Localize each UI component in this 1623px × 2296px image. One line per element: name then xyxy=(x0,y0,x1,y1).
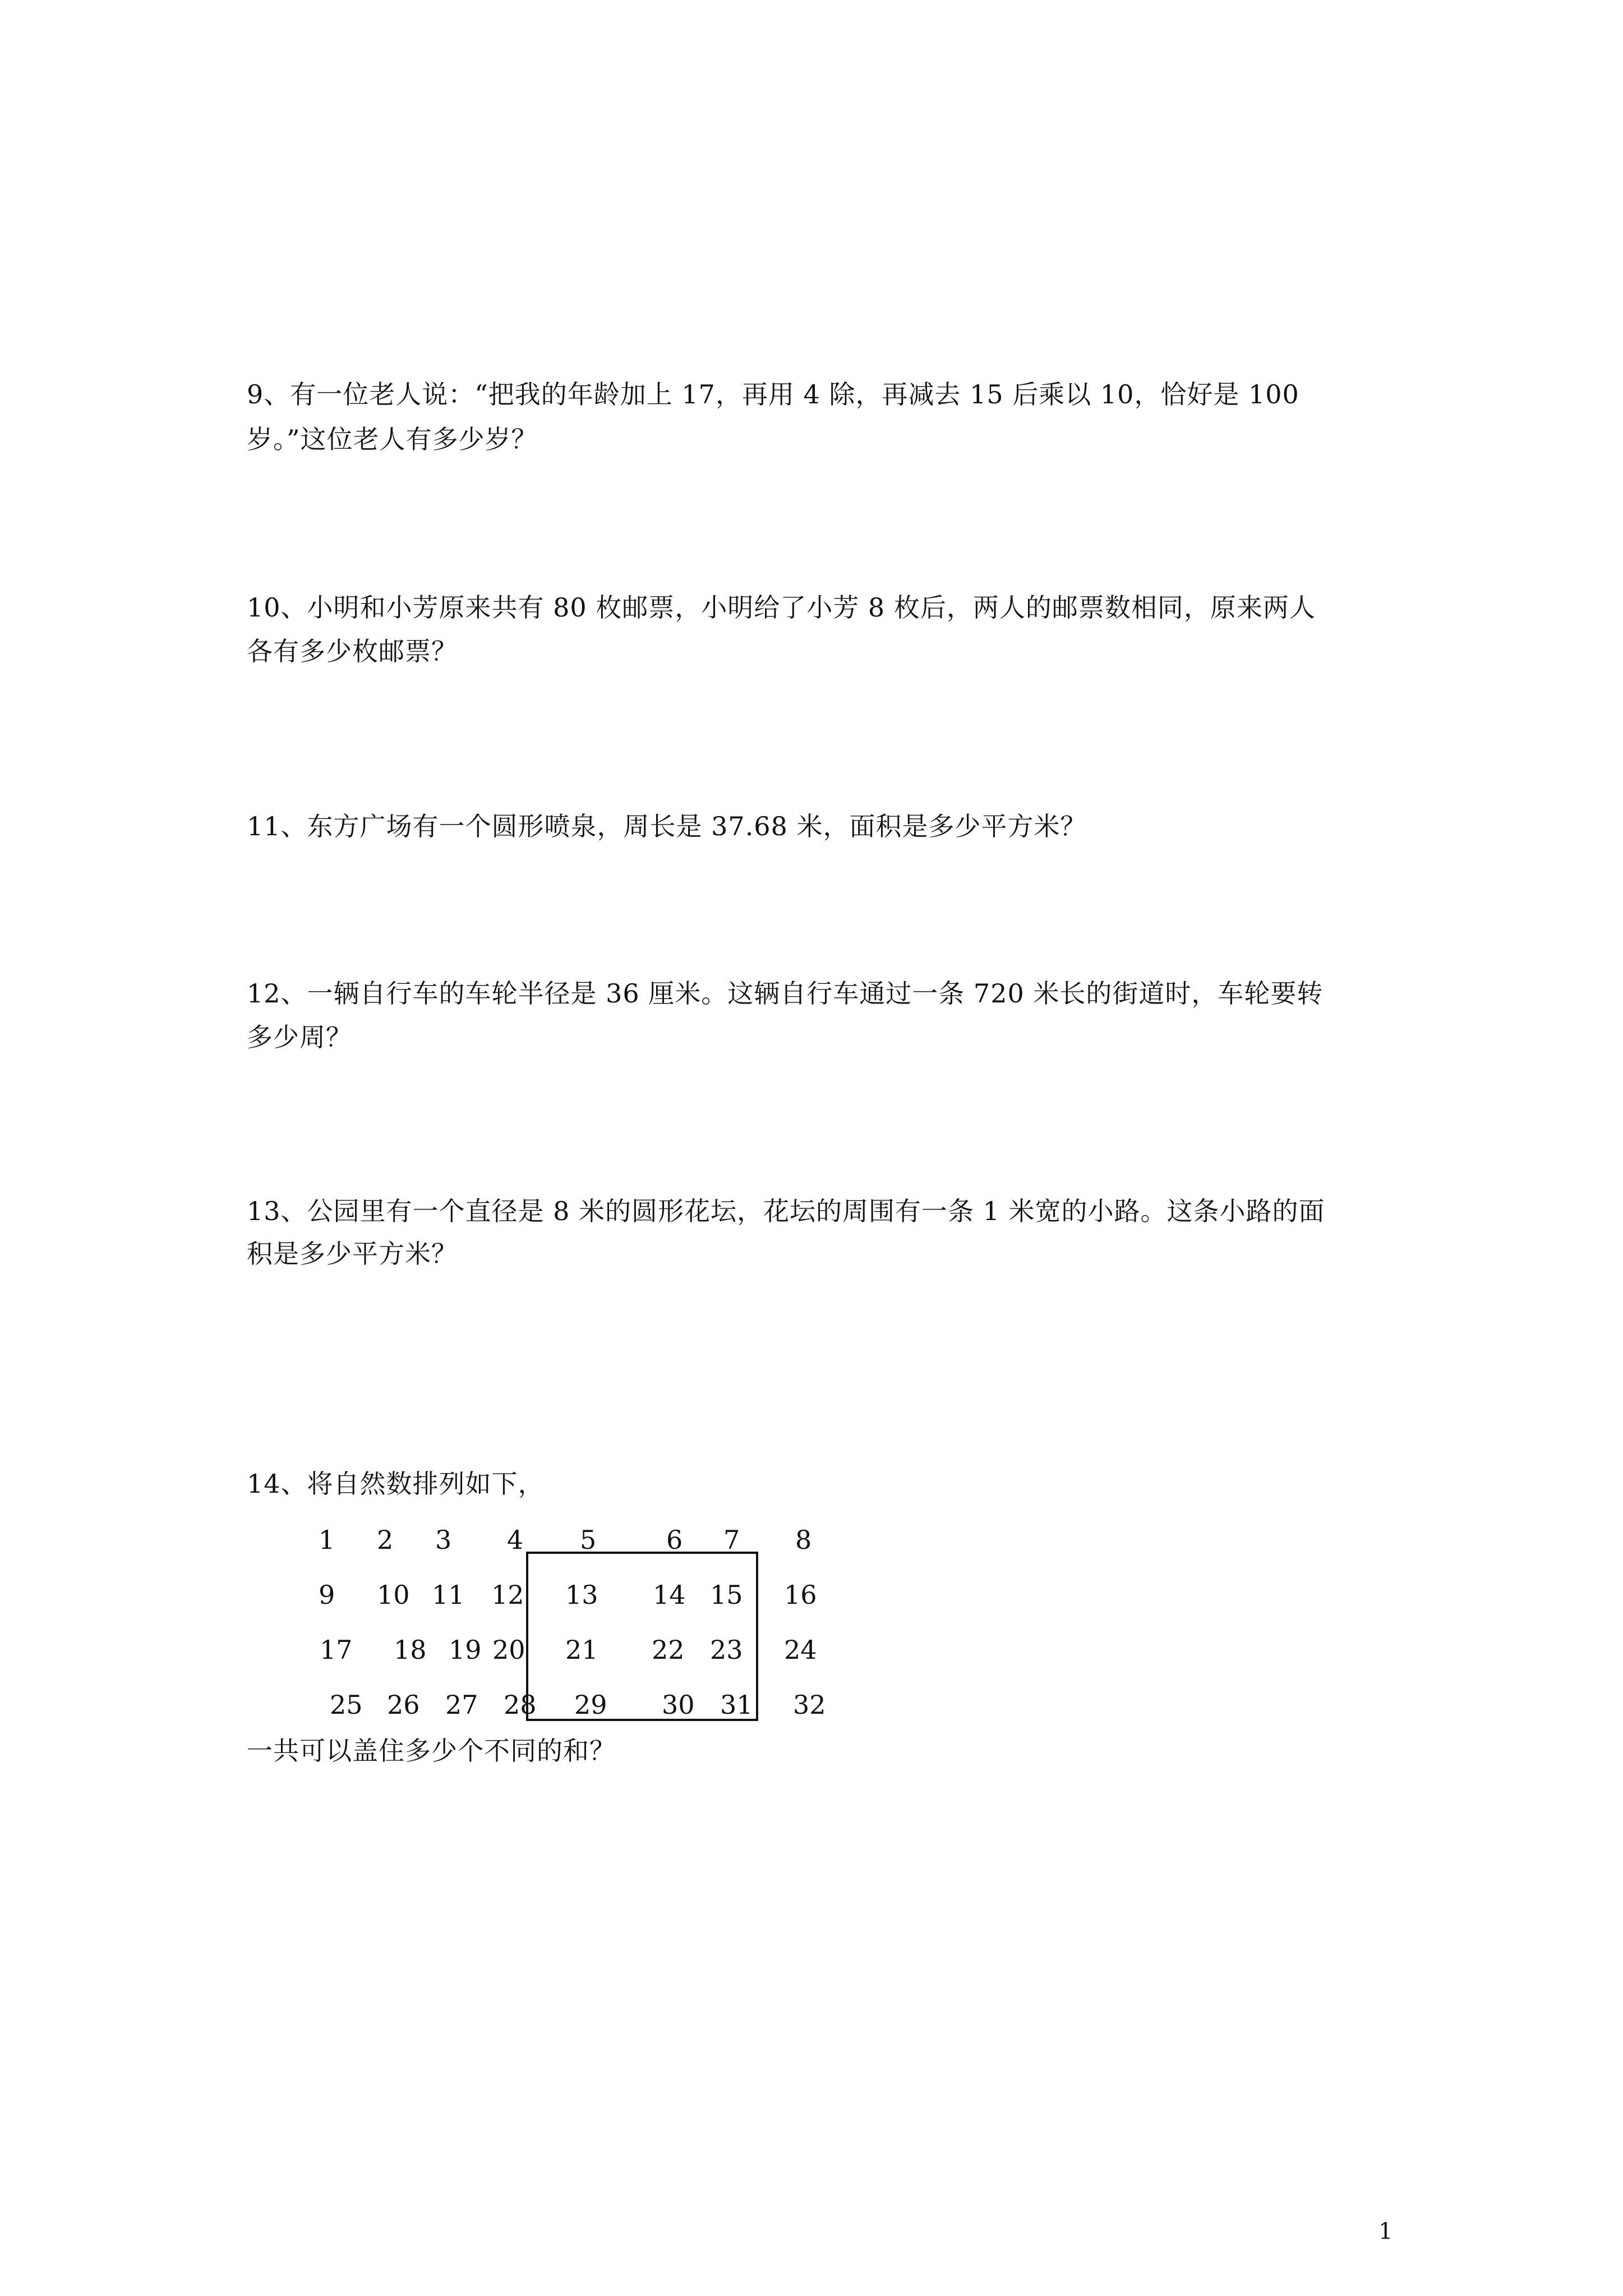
grid-number: 23 xyxy=(710,1635,743,1665)
question-10-line-1: 10、小明和小芳原来共有 80 枚邮票，小明给了小芳 8 枚后，两人的邮票数相同，原来两人 xyxy=(247,592,1316,623)
grid-number: 20 xyxy=(492,1635,525,1665)
question-9-line-1: 9、有一位老人说：“把我的年龄加上 17，再用 4 除，再减去 15 后乘以 10，恰好是 100 xyxy=(247,379,1299,409)
grid-number: 26 xyxy=(387,1690,420,1720)
grid-number: 25 xyxy=(330,1690,363,1720)
grid-number: 14 xyxy=(653,1580,686,1610)
selection-frame xyxy=(526,1552,758,1721)
grid-number: 13 xyxy=(565,1580,598,1610)
question-11-line-1: 11、东方广场有一个圆形喷泉，周长是 37.68 米，面积是多少平方米？ xyxy=(247,811,1087,841)
grid-number: 31 xyxy=(720,1690,753,1720)
grid-number: 12 xyxy=(491,1580,524,1610)
question-12-line-2: 多少周？ xyxy=(247,1022,352,1052)
grid-number: 1 xyxy=(319,1525,335,1555)
question-14-question: 一共可以盖住多少个不同的和？ xyxy=(247,1736,616,1766)
page-number: 1 xyxy=(1378,2219,1393,2244)
grid-number: 3 xyxy=(435,1525,452,1555)
grid-number: 27 xyxy=(445,1690,478,1720)
question-13-line-1: 13、公园里有一个直径是 8 米的圆形花坛，花坛的周围有一条 1 米宽的小路。这条小路的面 xyxy=(247,1196,1325,1226)
grid-number: 28 xyxy=(504,1690,537,1720)
question-13-line-2: 积是多少平方米？ xyxy=(247,1239,458,1269)
grid-number: 4 xyxy=(507,1525,524,1555)
grid-number: 16 xyxy=(784,1580,817,1610)
grid-number: 7 xyxy=(723,1525,740,1555)
grid-number: 32 xyxy=(793,1690,826,1720)
grid-number: 8 xyxy=(795,1525,812,1555)
question-14-intro: 14、将自然数排列如下， xyxy=(247,1469,545,1499)
grid-number: 19 xyxy=(449,1635,482,1665)
question-9-line-2: 岁。”这位老人有多少岁？ xyxy=(247,424,538,454)
grid-number: 24 xyxy=(784,1635,817,1665)
grid-number: 11 xyxy=(432,1580,465,1610)
grid-number: 6 xyxy=(666,1525,683,1555)
grid-number: 21 xyxy=(565,1635,598,1665)
grid-number: 29 xyxy=(574,1690,607,1720)
grid-number: 2 xyxy=(377,1525,394,1555)
grid-number: 5 xyxy=(580,1525,597,1555)
grid-number: 18 xyxy=(394,1635,427,1665)
question-12-line-1: 12、一辆自行车的车轮半径是 36 厘米。这辆自行车通过一条 720 米长的街道时，车轮要转 xyxy=(247,978,1324,1009)
grid-number: 17 xyxy=(320,1635,353,1665)
grid-number: 10 xyxy=(377,1580,410,1610)
grid-number: 22 xyxy=(652,1635,685,1665)
grid-number: 9 xyxy=(319,1580,335,1610)
grid-number: 30 xyxy=(662,1690,695,1720)
question-10-line-2: 各有多少枚邮票？ xyxy=(247,636,458,666)
grid-number: 15 xyxy=(710,1580,743,1610)
